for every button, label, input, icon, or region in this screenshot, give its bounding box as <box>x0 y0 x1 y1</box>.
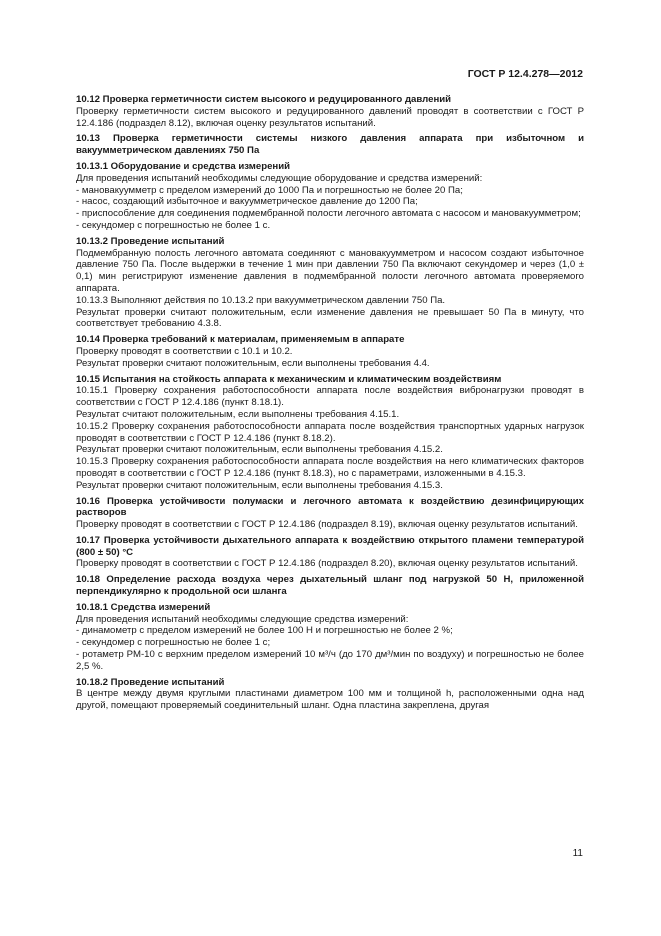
paragraph: Результат проверки считают положительным, если выполнены требования 4.15.3. <box>76 479 443 491</box>
paragraph: 10.15.3 Проверку сохранения работоспособности аппарата после воздействия на него климатических факторов проводят в соответствии с ГОСТ Р 12.4.186 (пункт 8.18.3), но с параметрами, изложенными в 4.15.3. <box>76 456 584 479</box>
section-heading: 10.14 Проверка требований к материалам, применяемым в аппарате <box>76 334 405 346</box>
section-heading: 10.16 Проверка устойчивости полумаски и легочного автомата к воздействию дезинфицирующих растворов <box>76 495 584 519</box>
paragraph: - мановакуумметр с пределом измерений до 1000 Па и погрешностью не более 20 Па; <box>76 184 463 196</box>
section-heading: 10.18.2 Проведение испытаний <box>76 676 225 688</box>
paragraph: Проверку герметичности систем высокого и редуцированного давлений проводят в соответствии с ГОСТ Р 12.4.186 (подраздел 8.12), включая оценку результатов испытаний. <box>76 105 584 129</box>
paragraph: 10.15.1 Проверку сохранения работоспособности аппарата после воздействия вибронагрузки проводят в соответствии с ГОСТ Р 12.4.186 (пункт 8.18.1). <box>76 385 584 409</box>
paragraph: - ротаметр РМ-10 с верхним пределом измерений 10 м³/ч (до 170 дм³/мин по воздуху) и погрешностью не более 2,5 %. <box>76 649 584 672</box>
paragraph: - динамометр с пределом измерений не более 100 Н и погрешностью не более 2 %; <box>76 625 453 637</box>
paragraph: 10.15.2 Проверку сохранения работоспособности аппарата после воздействия транспортных ударных нагрузок проводят в соответствии с ГОСТ Р 12.4.186 (пункт 8.18.2). <box>76 420 584 444</box>
paragraph: Проверку проводят в соответствии с ГОСТ Р 12.4.186 (подраздел 8.20), включая оценку результатов испытаний. <box>76 558 578 570</box>
document-body <box>76 94 584 712</box>
paragraph: Для проведения испытаний необходимы следующие оборудование и средства измерений: <box>76 172 483 184</box>
paragraph: Результат проверки считают положительным, если выполнены требования 4.4. <box>76 357 430 369</box>
paragraph: Результат считают положительным, если выполнены требования 4.15.1. <box>76 408 400 420</box>
paragraph: Проверку проводят в соответствии с 10.1 и 10.2. <box>76 345 293 357</box>
section-heading: 10.17 Проверка устойчивости дыхательного аппарата к воздействию открытого пламени температурой (800 ± 50) °С <box>76 534 584 558</box>
paragraph: Результат проверки считают положительным, если выполнены требования 4.15.2. <box>76 444 443 456</box>
section-heading: 10.13.2 Проведение испытаний <box>76 235 225 247</box>
paragraph: - приспособление для соединения подмембранной полости легочного автомата с насосом и мановакуумметром; <box>76 208 581 220</box>
paragraph: В центре между двумя круглыми пластинами диаметром 100 мм и толщиной h, расположенными одна над другой, помещают проверяемый соединительный шланг. Одна пластина закреплена, другая <box>76 688 584 712</box>
paragraph: - секундомер с погрешностью не более 1 с; <box>76 637 271 649</box>
paragraph: Подмембранную полость легочного автомата соединяют с мановакуумметром и насосом создают избыточное давление 750 Па. После выдержки в течение 1 мин при давлении 750 Па включают секундомер и через (1,0 ± 0,1) мин регистрируют изменение давления в подмембранной полости легочного автомата проверяемого аппарата. <box>76 247 584 294</box>
section-heading: 10.18.1 Средства измерений <box>76 601 211 613</box>
section-heading: 10.15 Испытания на стойкость аппарата к механическим и климатическим воздействиям <box>76 373 502 385</box>
paragraph: Результат проверки считают положительным, если изменение давления не превышает 50 Па в минуту, что соответствует требованию 4.3.8. <box>76 306 584 330</box>
section-heading: 10.12 Проверка герметичности систем высокого и редуцированного давлений <box>76 94 452 105</box>
paragraph: 10.13.3 Выполняют действия по 10.13.2 при вакуумметрическом давлении 750 Па. <box>76 294 446 306</box>
page-number: 11 <box>572 848 583 859</box>
paragraph: - насос, создающий избыточное и вакуумметрическое давление до 1200 Па; <box>76 196 418 208</box>
paragraph: Проверку проводят в соответствии с ГОСТ Р 12.4.186 (подраздел 8.19), включая оценку результатов испытаний. <box>76 519 578 531</box>
document-header: ГОСТ Р 12.4.278—2012 <box>467 68 583 80</box>
paragraph: Для проведения испытаний необходимы следующие средства измерений: <box>76 613 409 625</box>
section-heading: 10.13 Проверка герметичности системы низкого давления аппарата при избыточном и вакуумметрическом давлениях 750 Па <box>76 133 584 157</box>
section-heading: 10.18 Определение расхода воздуха через дыхательный шланг под нагрузкой 50 Н, приложенной перпендикулярно к продольной оси шланга <box>76 574 584 598</box>
paragraph: - секундомер с погрешностью не более 1 с. <box>76 219 271 231</box>
section-heading: 10.13.1 Оборудование и средства измерений <box>76 160 291 172</box>
